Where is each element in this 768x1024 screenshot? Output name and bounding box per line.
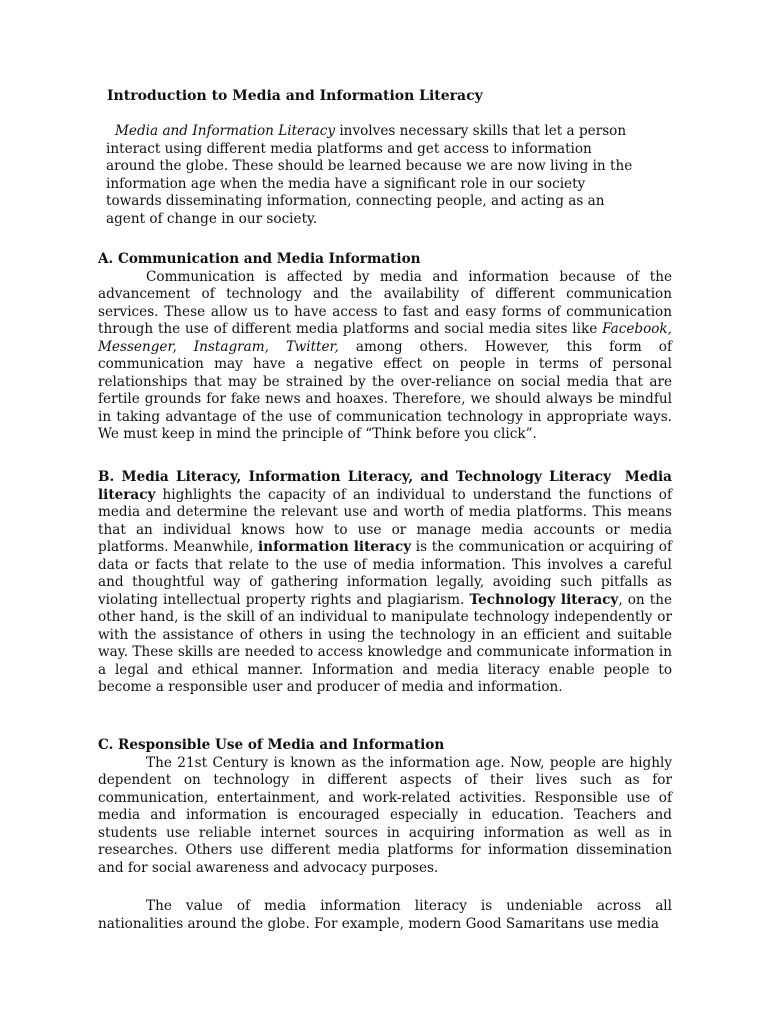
section-a	[98, 251, 672, 444]
term-information-literacy: information literacy	[258, 539, 412, 555]
section-a-text-1: Communication is affected by media and information because of the advancement of technology and the availability of different communication services. These allow us to have access to fast and easy forms of communication through the use of different media platforms and social media sites like	[98, 268, 672, 337]
section-c-heading: C. Responsible Use of Media and Information	[98, 737, 445, 753]
section-a-text-2: among others. However, this form of communication may have a negative effect on people in terms of personal relationships that may be strained by the over-reliance on social media that are fertile grounds for fake news and hoaxes. Therefore, we should always be mindful in taking advantage of the use of communication technology in appropriate ways. We must keep in mind the principle of “Think before you click”.	[98, 338, 672, 442]
section-b-text-3: , on the other hand, is the skill of an individual to manipulate technology independently or with the assistance of others in using the technology in an efficient and suitable way. These skills are needed to access knowledge and communicate information in a legal and ethical manner. Information and media literacy enable people to become a responsible user and producer of media and information.	[98, 591, 672, 695]
section-a-sites: Facebook, Messenger, Instagram, Twitter,	[98, 321, 672, 355]
section-a-heading: A. Communication and Media Information	[98, 251, 421, 267]
intro-term: Media and Information Literacy	[115, 123, 336, 139]
section-b-text-1: highlights the capacity of an individual to understand the functions of media and determine the relevant use and worth of media platforms. This means that an individual knows how to use or manage media accounts or media platforms. Meanwhile,	[98, 486, 672, 555]
page-title: Introduction to Media and Information Literacy	[107, 88, 483, 104]
closing-paragraph-block	[98, 898, 672, 933]
section-a-paragraph	[98, 269, 672, 444]
section-c	[98, 737, 672, 877]
intro-text: involves necessary skills that let a person interact using different media platforms and get access to information around the globe. These should be learned because we are now living in the information age when the media have a significant role in our society towards disseminating information, connecting people, and acting as an agent of change in our society.	[106, 123, 633, 227]
section-b-paragraph	[98, 469, 672, 697]
section-b-text-2: is the communication or acquiring of data or facts that relate to the use of media information. This involves a careful and thoughtful way of gathering information legally, avoiding such pitfalls as violating intellectual property rights and plagiarism.	[98, 539, 673, 608]
term-media-literacy: Media literacy	[98, 469, 672, 503]
section-b	[98, 469, 672, 697]
closing-paragraph: The value of media information literacy is undeniable across all nationalities around the globe. For example, modern Good Samaritans use media	[98, 898, 672, 932]
intro-paragraph	[106, 123, 642, 228]
term-technology-literacy: Technology literacy	[469, 591, 619, 608]
section-b-heading: B. Media Literacy, Information Literacy, and Technology Literacy	[98, 469, 611, 485]
section-c-paragraph: The 21st Century is known as the information age. Now, people are highly dependent on technology in different aspects of their lives such as for communication, entertainment, and work-related activities. Responsible use of media and information is encouraged especially in education. Teachers and students use reliable internet sources in acquiring information as well as in researches. Others use different media platforms for information dissemination and for social awareness and advocacy purposes.	[98, 754, 672, 876]
